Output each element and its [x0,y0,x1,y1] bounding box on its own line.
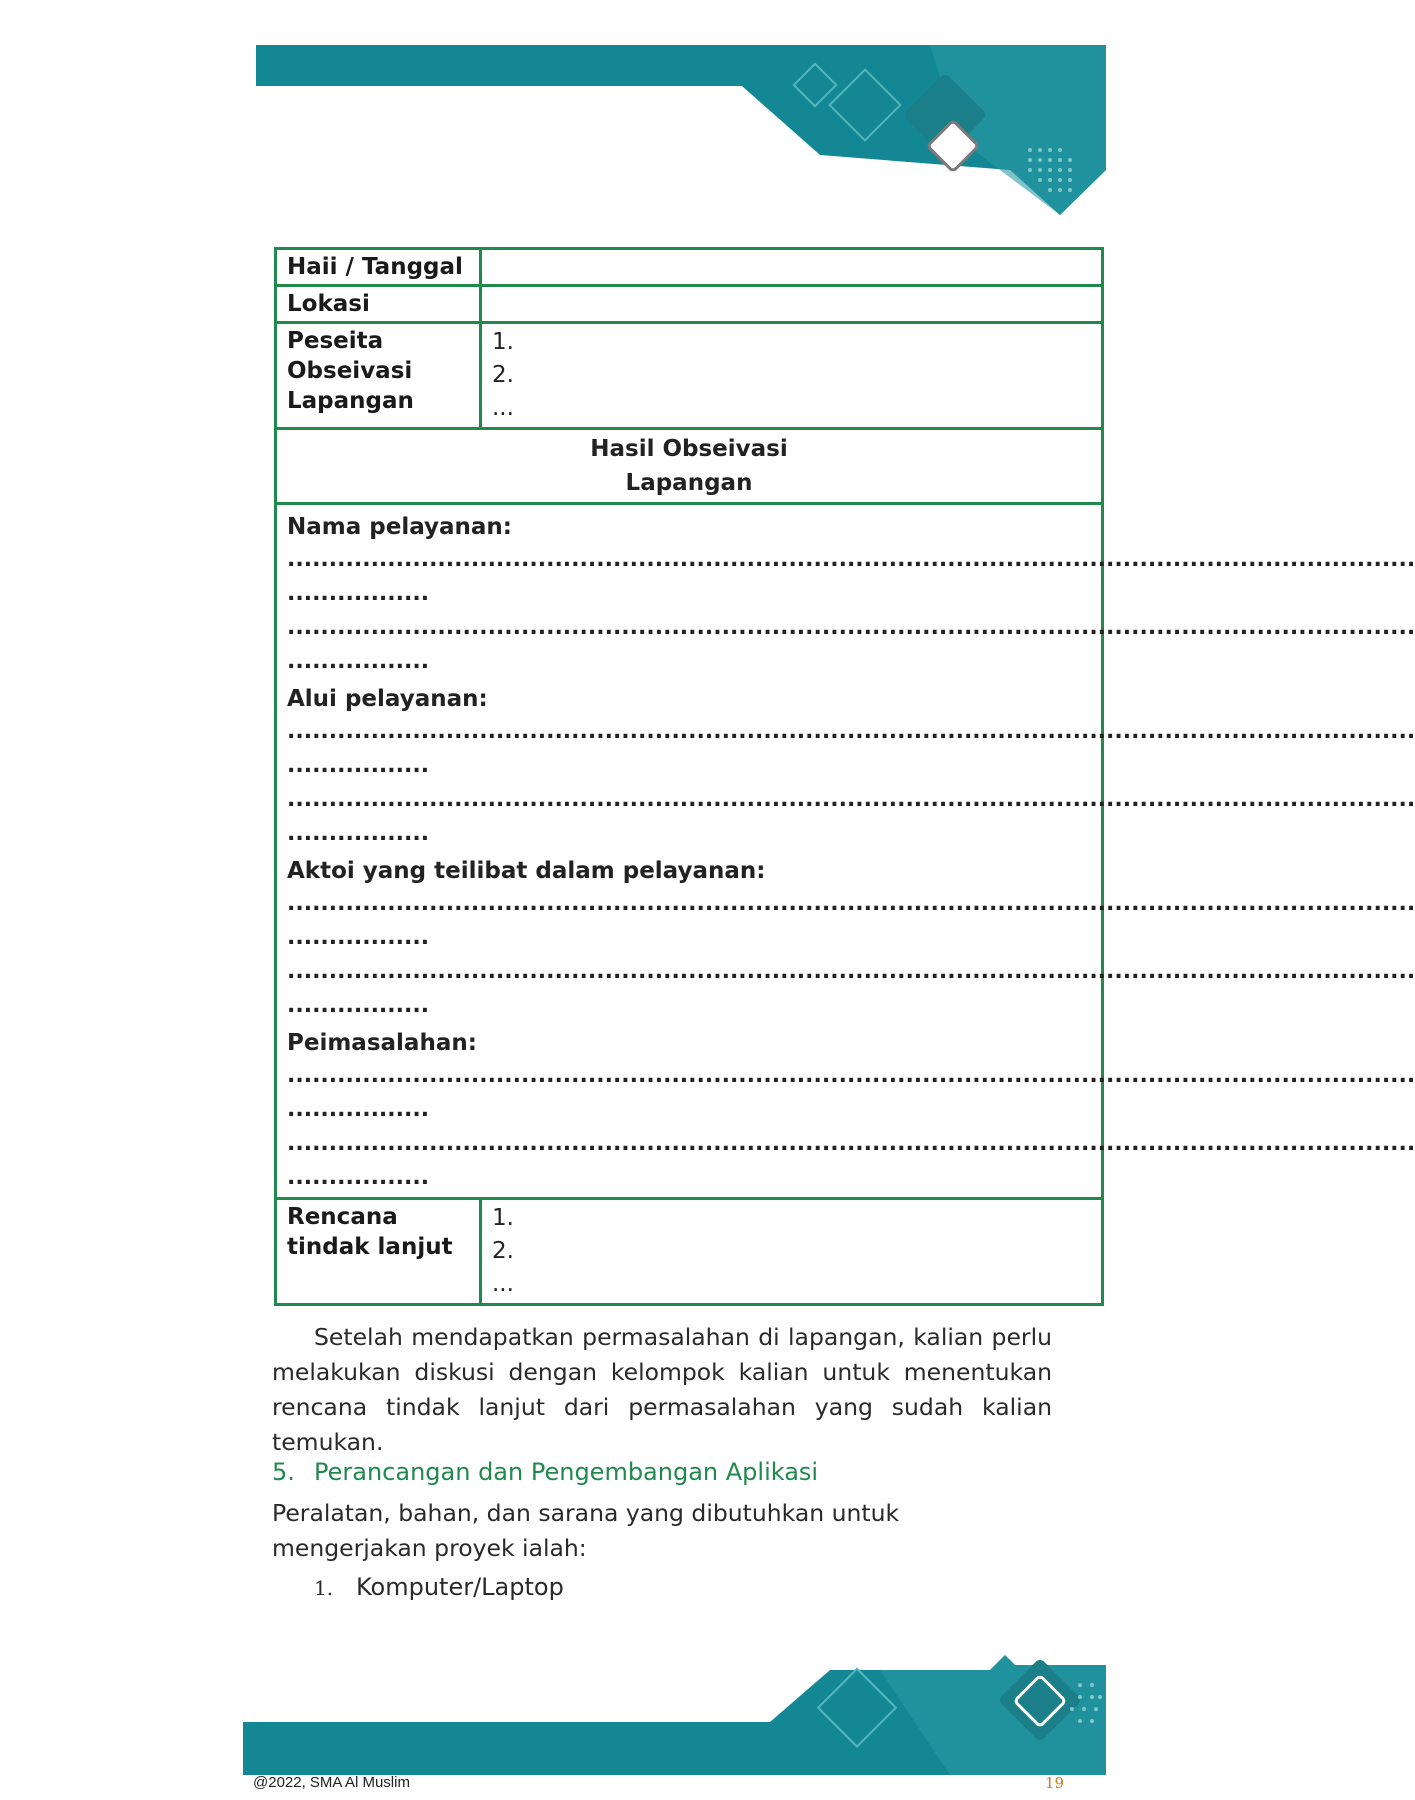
participants-label: Peseita Obseivasi Lapangan [276,323,481,429]
location-value-cell[interactable] [481,286,1103,323]
paragraph-followup: Setelah mendapatkan permasalahan di lapangan, kalian perlu melakukan diskusi dengan kelompok kalian untuk menentukan rencana tindak lanjut dari permasalahan yang sudah kalian temukan. [272,1323,1052,1456]
followup-label: Rencana tindak lanjut [276,1199,481,1305]
dotted-line: ....................................................................................................................................... [287,787,1415,812]
section-title: Nama pelayanan: [287,514,513,540]
list-item: 2. [492,362,514,388]
section-title: Alui pelayanan: [287,686,488,712]
dotted-line: ................. [287,1165,430,1190]
observation-table [274,247,1415,1306]
results-title: Hasil Obseivasi Lapangan [276,429,1103,504]
dotted-line: ....................................................................................................................................... [287,615,1415,640]
location-label: Lokasi [276,286,481,323]
footer-banner [0,1640,1273,1800]
section-title: Peimasalahan: [287,1030,477,1056]
header-banner [0,0,1273,240]
dotted-line: ................. [287,581,430,606]
section-actors [287,855,1415,1023]
section-heading [272,1458,818,1486]
table-row-location [276,286,1103,323]
dotted-line: ................. [287,1097,430,1122]
table-row-results-title [276,429,1103,504]
section-number: 5. [272,1458,295,1486]
list-item: 1. [492,1205,514,1231]
table-row-date [276,249,1103,286]
date-label: Haii / Tanggal [276,249,481,286]
results-body[interactable] [276,504,1415,1199]
section-service-name [287,511,1415,679]
dotted-line: ....................................................................................................................................... [287,891,1415,916]
dotted-line: ................. [287,993,430,1018]
section-title: Aktoi yang teilibat dalam pelayanan: [287,858,766,884]
dotted-line: ................. [287,753,430,778]
participants-list[interactable] [481,323,1103,429]
list-text: Komputer/Laptop [356,1573,564,1601]
followup-list[interactable] [481,1199,1103,1305]
dotted-line: ....................................................................................................................................... [287,1131,1415,1156]
section-heading-text: Perancangan dan Pengembangan Aplikasi [314,1458,819,1486]
list-number: 1. [314,1576,334,1600]
list-item: ... [492,1271,514,1297]
section-service-flow [287,683,1415,851]
dotted-line: ................. [287,821,430,846]
table-row-followup [276,1199,1103,1305]
table-row-results [276,504,1103,1199]
section-problems [287,1027,1415,1195]
dotted-line: ................. [287,925,430,950]
dotted-line: ....................................................................................................................................... [287,719,1415,744]
list-item: ... [492,395,514,421]
date-value-cell[interactable] [481,249,1103,286]
list-item: 2. [492,1238,514,1264]
page-number: 19 [1045,1774,1065,1792]
table-row-participants [276,323,1103,429]
footer-copyright: @2022, SMA Al Muslim [253,1774,410,1791]
dotted-line: ....................................................................................................................................... [287,959,1415,984]
dotted-line: ....................................................................................................................................... [287,547,1415,572]
paragraph-tools: Peralatan, bahan, dan sarana yang dibutuhkan untuk mengerjakan proyek ialah: [272,1499,900,1562]
list-item [314,1573,564,1601]
list-item: 1. [492,329,514,355]
dotted-line: ....................................................................................................................................... [287,1063,1415,1088]
dotted-line: ................. [287,649,430,674]
